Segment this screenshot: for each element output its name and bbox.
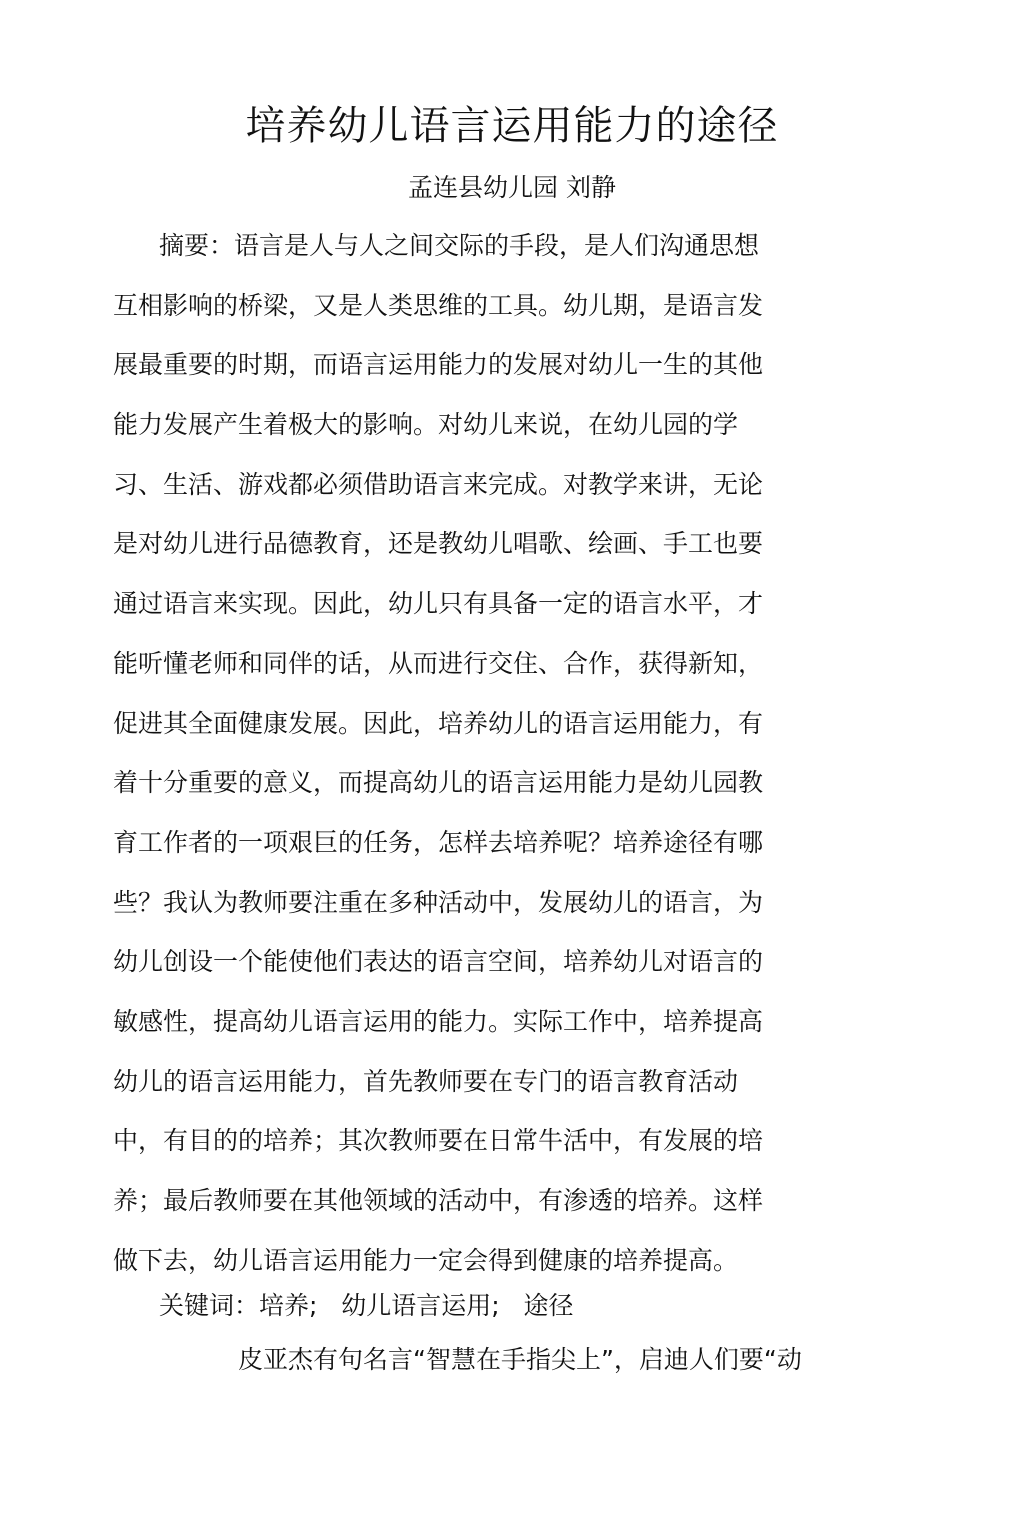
abstract-line: 做下去，幼儿语言运用能力一定会得到健康的培养提高。 (113, 1245, 739, 1275)
abstract-line: 中，有目的的培养；其次教师要在日常牛活中，有发展的培 (113, 1126, 764, 1156)
document-title: 培养幼儿语言运用能力的途径 (245, 103, 779, 149)
abstract-section (113, 224, 873, 1298)
abstract-line: 养；最后教师要在其他领域的活动中，有渗透的培养。这样 (113, 1186, 764, 1215)
keywords-line: 关键词：培养; 幼儿语言运用; 途径 (159, 1291, 574, 1320)
body-paragraph-line: 皮亚杰有句名言“智慧在手指尖上”，启迪人们要“动 (238, 1345, 802, 1374)
abstract-line: 能听懂老师和同伴的话，从而进行交住、合作，获得新知， (113, 648, 764, 678)
abstract-line: 促进其全面健康发展。因此，培养幼儿的语言运用能力，有 (113, 708, 764, 738)
abstract-line: 展最重要的时期，而语言运用能力的发展对幼儿一生的其他 (113, 350, 764, 380)
abstract-line: 幼儿创设一个能使他们表达的语言空间，培养幼儿对语言的 (113, 947, 764, 977)
document-author: 孟连县幼儿园 刘静 (408, 173, 616, 202)
abstract-line: 摘要：语言是人与人之间交际的手段，是人们沟通思想 (159, 231, 760, 260)
abstract-line: 敏感性，提高幼儿语言运用的能力。实际工作中，培养提高 (113, 1006, 764, 1036)
abstract-line: 能力发展产生着极大的影响。对幼儿来说，在幼儿园的学 (113, 410, 739, 440)
abstract-line: 习、生活、游戏都必须借助语言来完成。对教学来讲，无论 (113, 469, 764, 499)
abstract-line: 育工作者的一项艰巨的任务，怎样去培养呢？培养途径有哪 (113, 827, 764, 857)
abstract-line: 幼儿的语言运用能力，首先教师要在专门的语言教育活动 (113, 1066, 739, 1096)
abstract-line: 些？我认为教师要注重在多种活动中，发展幼儿的语言，为 (113, 887, 764, 917)
abstract-line: 着十分重要的意义，而提高幼儿的语言运用能力是幼儿园教 (113, 768, 764, 798)
abstract-line: 互相影响的桥梁，又是人类思维的工具。幼儿期，是语言发 (113, 290, 764, 320)
abstract-line: 是对幼儿进行品德教育，还是教幼儿唱歌、绘画、手工也要 (113, 529, 764, 559)
abstract-line: 通过语言来实现。因此，幼儿只有具备一定的语言水平，才 (113, 589, 764, 619)
